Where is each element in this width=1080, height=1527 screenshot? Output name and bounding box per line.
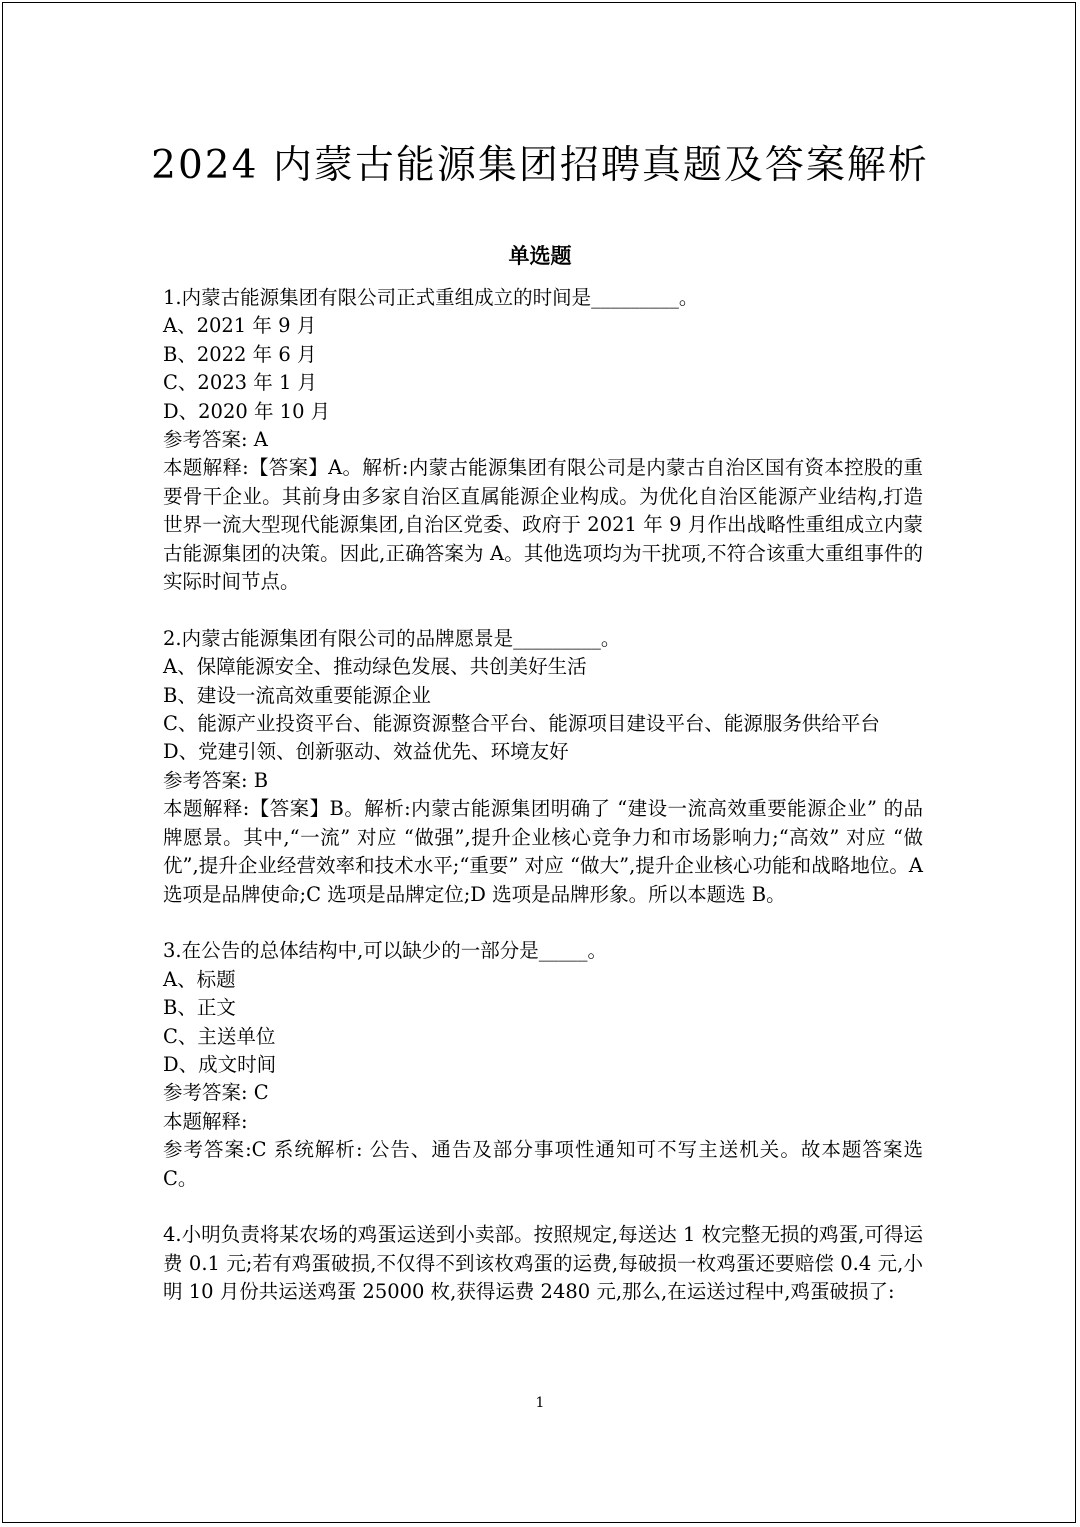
option-d: D、2020 年 10 月	[163, 399, 331, 423]
question-3	[163, 937, 923, 1193]
spacer	[163, 909, 923, 937]
option-a: A、标题	[163, 967, 236, 991]
option-b: B、2022 年 6 月	[163, 342, 317, 366]
explanation-label: 本题解释:	[163, 1109, 248, 1133]
answer: 参考答案: B	[163, 768, 269, 792]
spacer	[163, 1193, 923, 1221]
option-c: C、2023 年 1 月	[163, 371, 318, 395]
answer: 参考答案: A	[163, 428, 268, 452]
question-stem: 3.在公告的总体结构中,可以缺少的一部分是_____。	[163, 939, 608, 963]
option-b: B、正文	[163, 996, 236, 1020]
option-c: C、能源产业投资平台、能源资源整合平台、能源项目建设平台、能源服务供给平台	[163, 712, 880, 736]
question-4	[163, 1221, 923, 1306]
question-stem: 1.内蒙古能源集团有限公司正式重组成立的时间是_________。	[163, 286, 699, 309]
question-stem: 4.小明负责将某农场的鸡蛋运送到小卖部。按照规定,每送达 1 枚完整无损的鸡蛋,可得运费 0.1 元;若有鸡蛋破损,不仅得不到该枚鸡蛋的运费,每破损一枚鸡蛋还要赔偿 0.4 元,小明 10 月份共运送鸡蛋 25000 枚,获得运费 2480 元,那么,在运送过程中,鸡蛋破损了:	[163, 1223, 923, 1304]
section-title: 单选题	[508, 243, 572, 268]
option-a: A、2021 年 9 月	[163, 314, 317, 338]
answer: 参考答案: C	[163, 1081, 269, 1105]
option-d: D、党建引领、创新驱动、效益优先、环境友好	[163, 740, 569, 764]
page-number: 1	[535, 1395, 545, 1411]
option-d: D、成文时间	[163, 1052, 277, 1076]
explanation: 本题解释:【答案】B。解析:内蒙古能源集团明确了 “建设一流高效重要能源企业” 的品牌愿景。其中,“一流” 对应 “做强”,提升企业核心竞争力和市场影响力;“高效” 对应 “做优”,提升企业经营效率和技术水平;“重要” 对应 “做大”,提升企业核心功能和战略地位。A 选项是品牌使命;C 选项是品牌定位;D 选项是品牌形象。所以本题选 B。	[163, 797, 923, 906]
question-list	[163, 284, 923, 1307]
document-title: 2024 内蒙古能源集团招聘真题及答案解析	[151, 143, 929, 188]
question-2	[163, 625, 923, 909]
option-b: B、建设一流高效重要能源企业	[163, 683, 431, 707]
explanation: 参考答案:C 系统解析: 公告、通告及部分事项性通知可不写主送机关。故本题答案选 C。	[163, 1138, 923, 1190]
question-stem: 2.内蒙古能源集团有限公司的品牌愿景是_________。	[163, 626, 621, 650]
question-1	[163, 284, 923, 596]
explanation: 本题解释:【答案】A。解析:内蒙古能源集团有限公司是内蒙古自治区国有资本控股的重要骨干企业。其前身由多家自治区直属能源企业构成。为优化自治区能源产业结构,打造世界一流大型现代能源集团,自治区党委、政府于 2021 年 9 月作出战略性重组成立内蒙古能源集团的决策。因此,正确答案为 A。其他选项均为干扰项,不符合该重大重组事件的实际时间节点。	[163, 456, 923, 594]
option-c: C、主送单位	[163, 1024, 276, 1048]
spacer	[163, 596, 923, 624]
option-a: A、保障能源安全、推动绿色发展、共创美好生活	[163, 655, 587, 679]
